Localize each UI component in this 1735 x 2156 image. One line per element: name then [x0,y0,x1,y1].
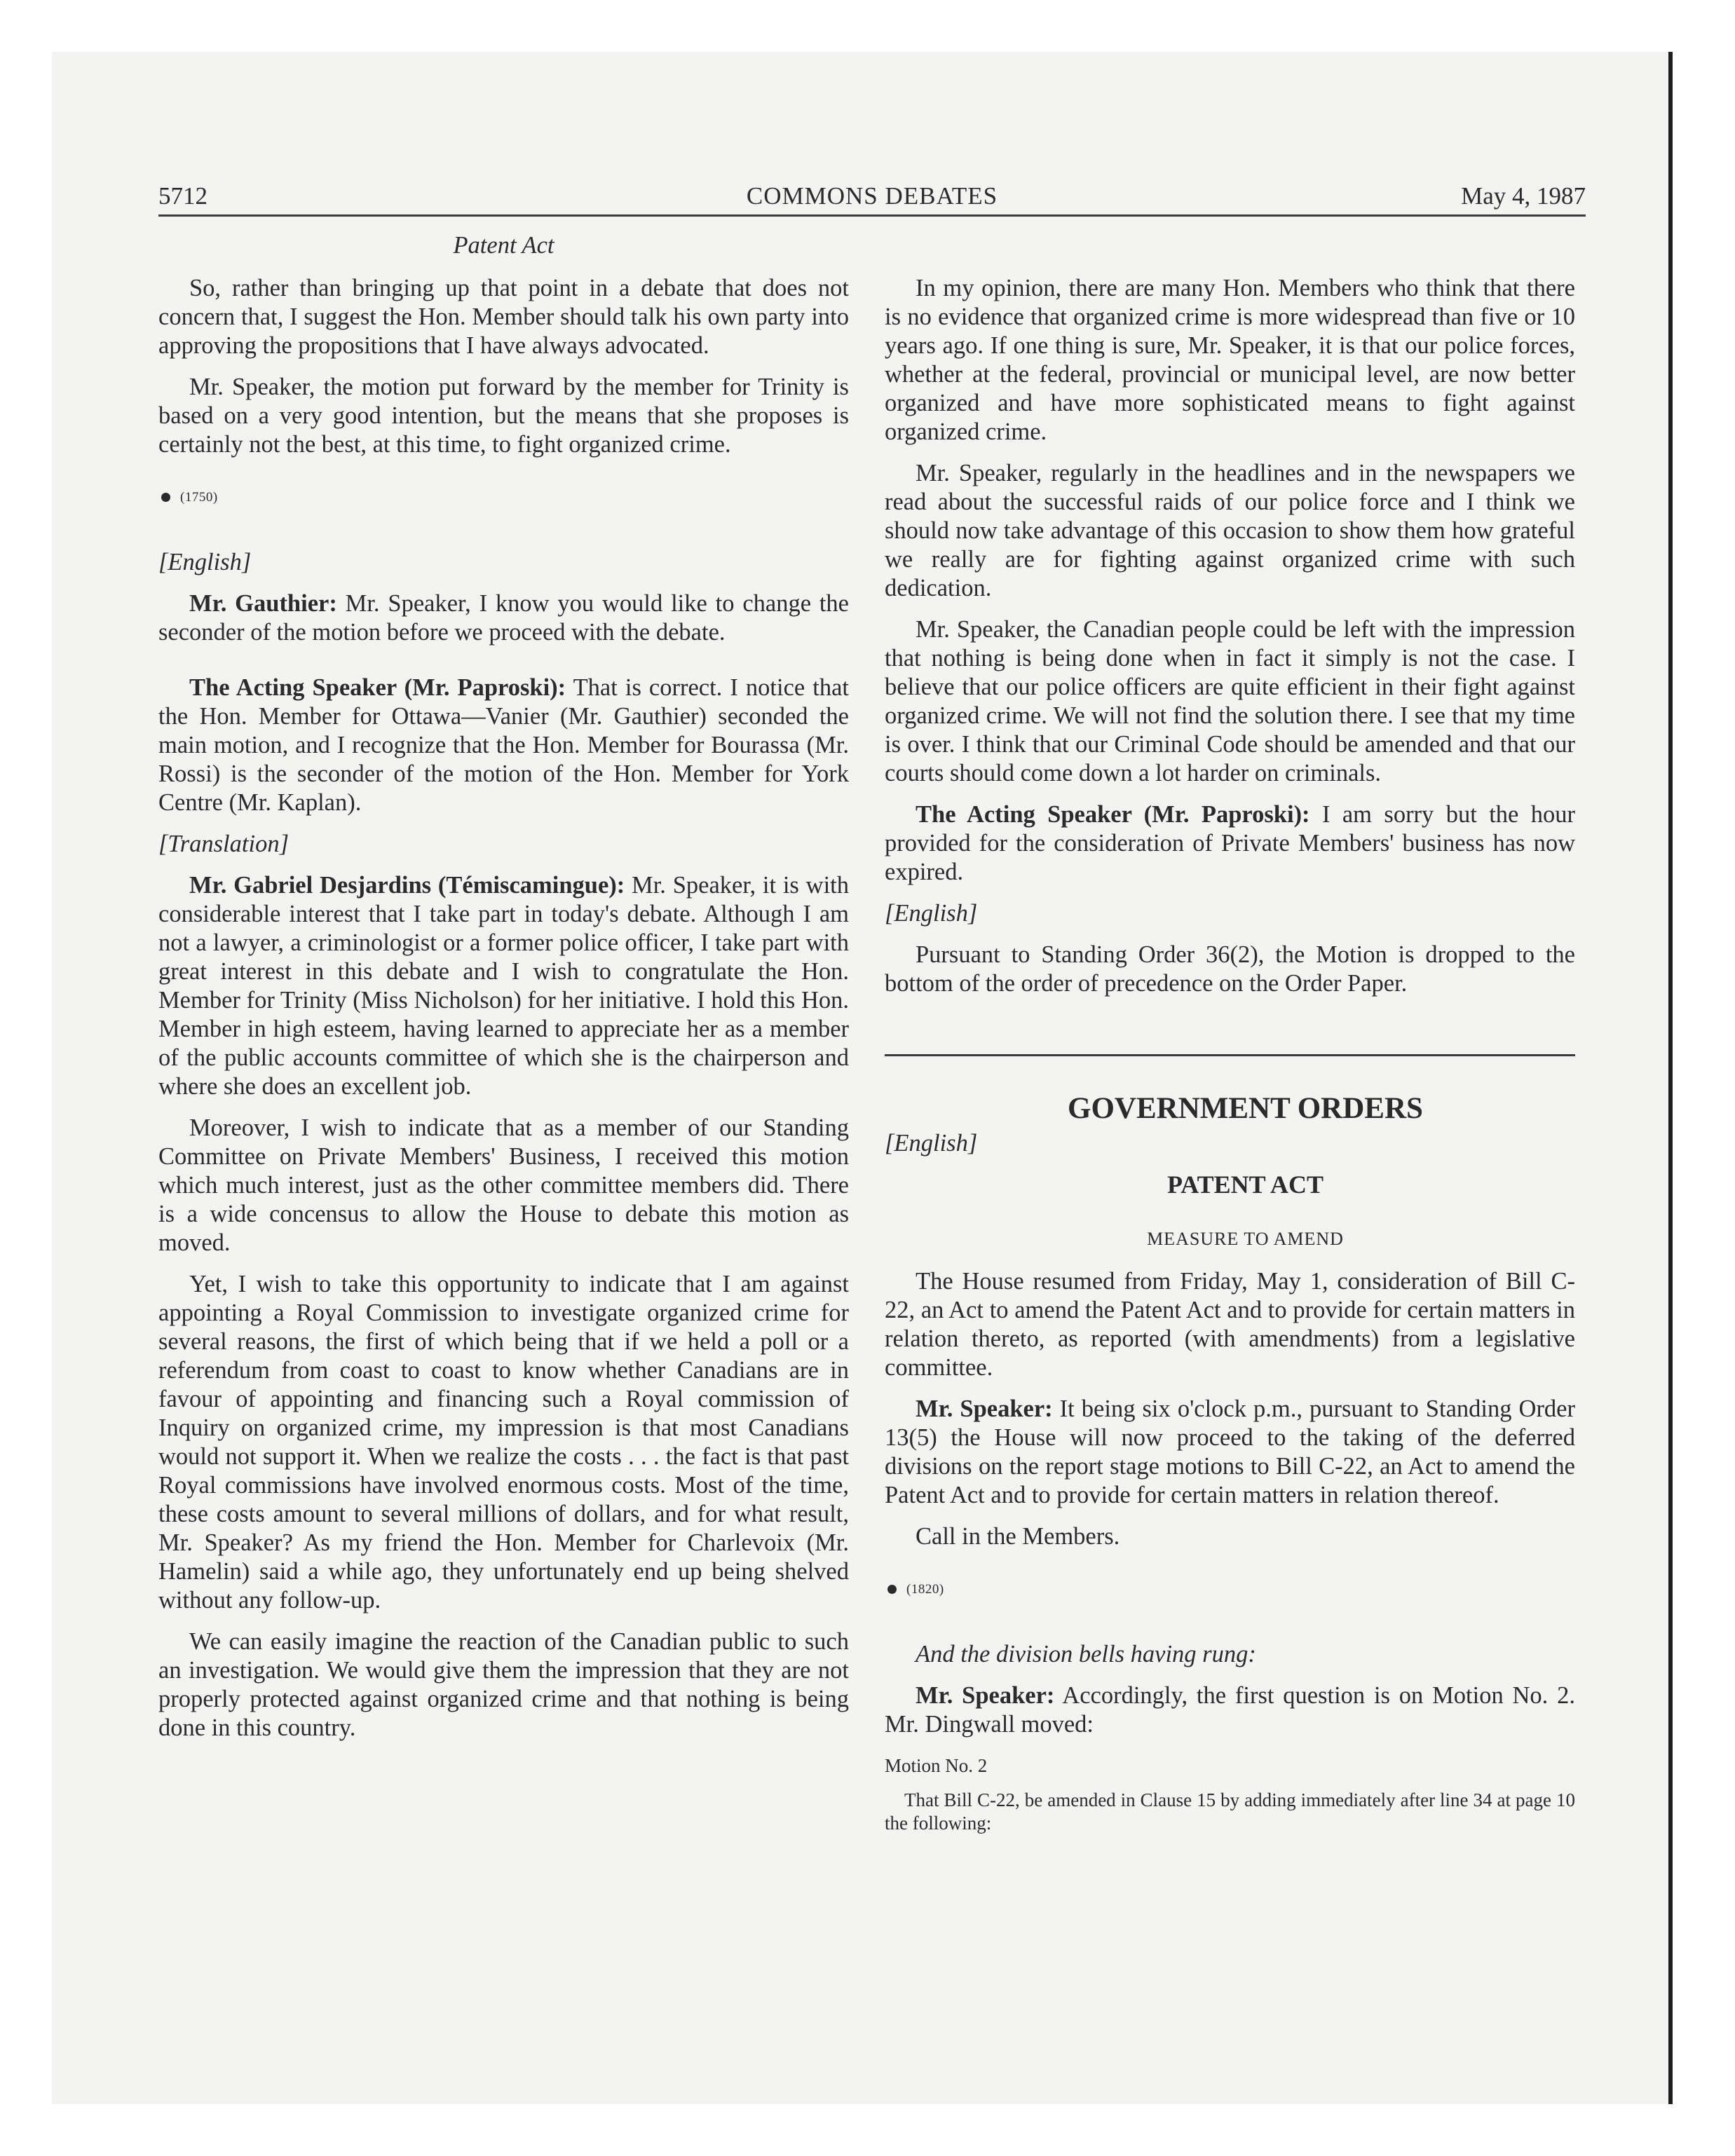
paragraph: Mr. Speaker, regularly in the headlines and in the newspapers we read about the successful raids of our police force and I think we should now take advantage of this occasion to show them how grateful we really are for fighting against organized crime with such dedication. [885,460,1575,601]
subsection-heading: PATENT ACT [1166,1171,1324,1199]
speech-paragraph [158,871,849,1101]
speech-text: It being six o'clock p.m., pursuant to Standing Order 13(5) the House will now proceed to the taking of the deferred divisions on the report stage motions to Bill C-22, an Act to amend the Patent Act and to provide for certain matters in relation thereof. [885,1396,1575,1508]
time-stamp: (1750) [180,490,218,505]
speech-text: Mr. Speaker, I know you would like to change the seconder of the motion before we proceed with the debate. [158,590,849,646]
paragraph: Pursuant to Standing Order 36(2), the Motion is dropped to the bottom of the order of precedence on the Order Paper. [885,941,1575,997]
speaker-name: Mr. Gabriel Desjardins (Témiscamingue): [189,872,625,899]
column-title: Patent Act [453,232,554,259]
paragraph: Yet, I wish to take this opportunity to indicate that I am against appointing a Royal Commission to investigate organized crime for several reasons, the first of which being that if we held a poll or a referendum from coast to coast to know whether Canadians are in favour of appointing and financing such a Royal commission of Inquiry on organized crime, my impression is that most Canadians would not support it. When we realize the costs . . . the fact is that past Royal commissions have involved enormous costs. Most of the time, these costs amount to several millions of dollars, and for what result, Mr. Speaker? As my friend the Hon. Member for Charlevoix (Mr. Hamelin) said a while ago, they unfortunately end up being shelved without any follow-up. [158,1271,849,1613]
language-note: [English] [158,549,252,575]
binding-edge [1668,52,1673,2104]
publication-title: COMMONS DEBATES [746,182,998,210]
running-header [158,178,1586,217]
paragraph: So, rather than bringing up that point in a debate that does not concern that, I suggest the Hon. Member should talk his own party into approving the propositions that I have always advocated. [158,275,849,359]
speech-text: Mr. Speaker, it is with considerable interest that I take part in today's debate. Although I am not a lawyer, a criminologist or a former police officer, I take part with great interest in this debate and I wish to congratulate the Hon. Member for Trinity (Miss Nicholson) for her initiative. I hold this Hon. Member in high esteem, having learned to appreciate her as a member of the public accounts committee of which she is the chairperson and where she does an excellent job. [158,872,849,1100]
paragraph: We can easily imagine the reaction of the Canadian public to such an investigation. We would give them the impression that they are not properly protected against organized crime and that nothing is being done in this country. [158,1628,849,1741]
speaker-name: Mr. Gauthier: [189,590,337,617]
paragraph: Call in the Members. [916,1523,1120,1550]
paragraph: Mr. Speaker, the Canadian people could be left with the impression that nothing is being done when in fact it simply is not the case. I believe that our police officers are quite efficient in their fight against organized crime. We will not find the solution there. I see that my time is over. I think that our Criminal Code should be amended and that our courts should come down a lot harder on criminals. [885,616,1575,786]
bullet-icon [161,493,170,502]
speech-paragraph [158,589,849,647]
motion-label: Motion No. 2 [885,1755,988,1776]
paragraph: Mr. Speaker, the motion put forward by the member for Trinity is based on a very good intention, but the means that she proposes is certainly not the best, at this time, to fight organized crime. [158,374,849,458]
speech-paragraph [158,674,849,817]
speaker-name: The Acting Speaker (Mr. Paproski): [189,674,566,701]
issue-date: May 4, 1987 [1461,182,1586,210]
section-heading: GOVERNMENT ORDERS [1068,1092,1423,1125]
speech-text: That is correct. I notice that the Hon. Member for Ottawa—Vanier (Mr. Gauthier) seconded the main motion, and I recognize that the Hon. Member for Bourassa (Mr. Rossi) is the seconder of the motion of the Hon. Member for York Centre (Mr. Kaplan). [158,674,849,816]
speech-text: I am sorry but the hour provided for the consideration of Private Members' business has now expired. [885,801,1575,885]
paragraph: The House resumed from Friday, May 1, consideration of Bill C-22, an Act to amend the Patent Act and to provide for certain matters in relation thereto, as reported (with amendments) from a legislative committee. [885,1268,1575,1381]
stage-direction: And the division bells having rung: [916,1641,1256,1667]
subsubsection-heading: MEASURE TO AMEND [1147,1229,1344,1249]
speech-paragraph [885,800,1575,887]
speech-text: Accordingly, the first question is on Motion No. 2. Mr. Dingwall moved: [885,1682,1575,1738]
bullet-icon [887,1585,897,1594]
language-note: [Translation] [158,831,289,857]
speaker-name: The Acting Speaker (Mr. Paproski): [916,801,1310,828]
time-stamp: (1820) [906,1582,944,1597]
language-note: [English] [885,900,978,927]
paragraph: Moreover, I wish to indicate that as a member of our Standing Committee on Private Members' Business, I received this motion which much interest, just as the other committee members did. There is a wide concensus to allow the House to debate this motion as moved. [158,1114,849,1256]
motion-text: That Bill C-22, be amended in Clause 15 by adding immediately after line 34 at page 10 the following: [885,1789,1575,1834]
speaker-name: Mr. Speaker: [916,1396,1053,1422]
speech-paragraph [885,1681,1575,1739]
speaker-name: Mr. Speaker: [916,1682,1055,1709]
left-column [158,231,849,1755]
time-marker [161,483,849,512]
page-number: 5712 [158,182,207,210]
language-note: [English] [885,1130,978,1157]
speech-paragraph [885,1395,1575,1510]
section-divider [885,1054,1575,1056]
right-column [885,231,1575,1835]
time-marker [887,1575,1575,1604]
paragraph: In my opinion, there are many Hon. Members who think that there is no evidence that organized crime is more widespread than five or 10 years ago. If one thing is sure, Mr. Speaker, it is that our police forces, whether at the federal, provincial or municipal level, are now better organized and have more sophisticated means to fight against organized crime. [885,275,1575,445]
